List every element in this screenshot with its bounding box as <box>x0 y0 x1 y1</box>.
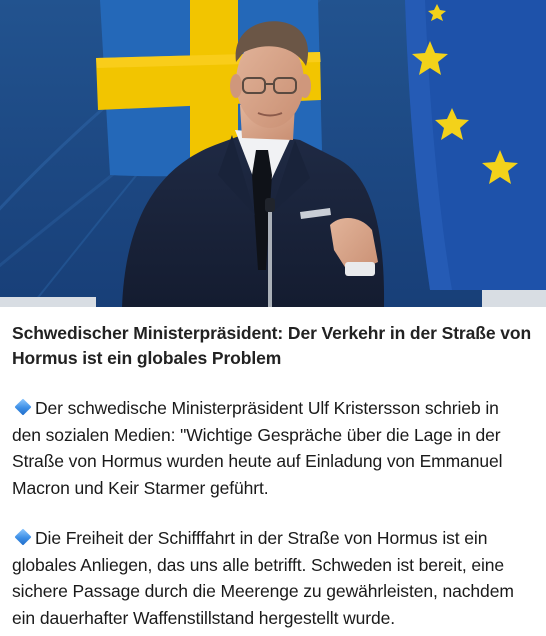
paragraph-2-text: Die Freiheit der Schifffahrt in der Straße von Hormus ist ein globales Anliegen, das uns alle betrifft. Schweden ist bereit, eine sichere Passage durch die Meerenge zu gewährleisten, nachdem ein dauerhafter Waffenstillstand hergestellt wurde. <box>12 528 514 628</box>
eu-flag <box>405 0 546 290</box>
paragraph-1 <box>12 395 532 501</box>
paragraph-2 <box>12 525 532 631</box>
headline: Schwedischer Ministerpräsident: Der Verkehr in der Straße von Hormus ist ein globales Problem <box>12 323 532 368</box>
blue-diamond-icon <box>15 399 32 416</box>
blue-diamond-icon <box>15 529 32 546</box>
paragraph-1-text: Der schwedische Ministerpräsident Ulf Kristersson schrieb in den sozialen Medien: "Wichtige Gespräche über die Lage in der Straße von Hormus wurden heute auf Einladung von Emmanuel Macron und Keir Starmer geführt. <box>12 398 503 498</box>
post-text <box>0 307 546 631</box>
press-conference-photo <box>0 0 546 307</box>
news-photo[interactable] <box>0 0 546 307</box>
